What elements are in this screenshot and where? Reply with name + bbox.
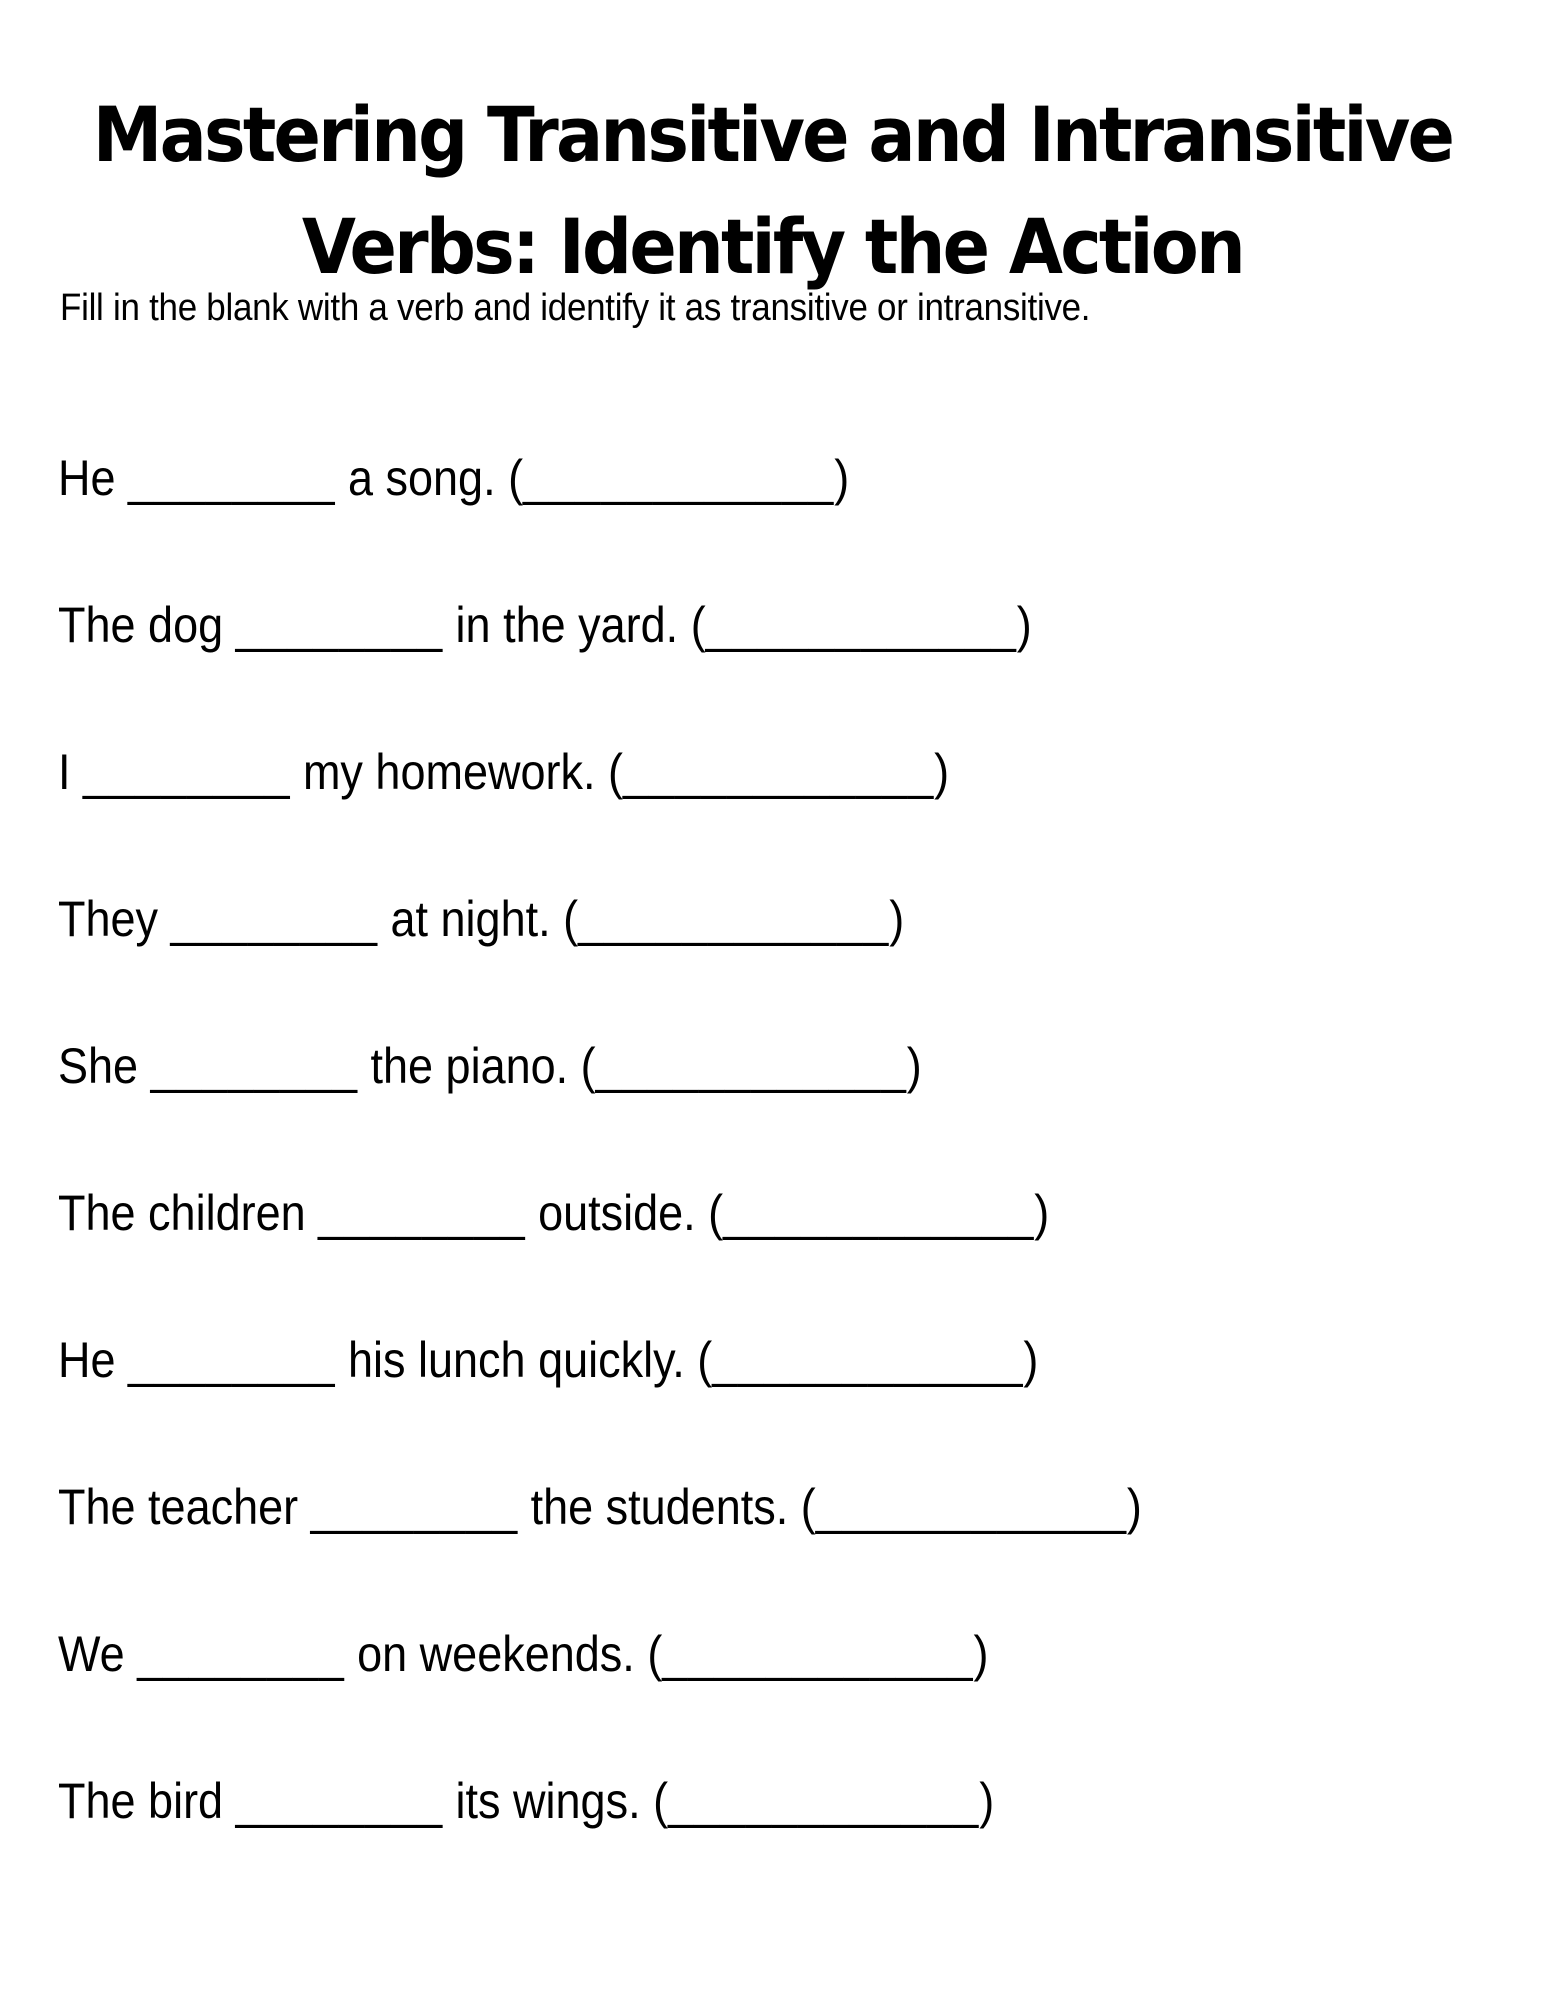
sentence-start: The teacher — [58, 1479, 311, 1535]
close-paren: ) — [973, 1626, 989, 1682]
close-paren: ) — [906, 1038, 922, 1094]
question-list — [58, 448, 1262, 1918]
verb-blank[interactable]: ________ — [150, 1038, 358, 1094]
verb-blank[interactable]: ________ — [137, 1626, 345, 1682]
verb-type-blank[interactable]: ____________ — [712, 1332, 1024, 1388]
question-4 — [58, 889, 1142, 1036]
verb-type-blank[interactable]: ____________ — [723, 1185, 1035, 1241]
question-3 — [58, 742, 1142, 889]
verb-type-blank[interactable]: ____________ — [662, 1626, 974, 1682]
question-8 — [58, 1477, 1142, 1624]
sentence-end: a song. ( — [335, 450, 524, 506]
sentence-end: its wings. ( — [443, 1773, 669, 1829]
sentence-start: We — [58, 1626, 138, 1682]
close-paren: ) — [1023, 1332, 1039, 1388]
verb-blank[interactable]: ________ — [235, 597, 444, 653]
title-line-2: Verbs: Identify the Action — [301, 201, 1244, 291]
verb-type-blank[interactable]: ____________ — [523, 450, 835, 506]
question-7 — [58, 1330, 1142, 1477]
sentence-end: the students. ( — [518, 1479, 816, 1535]
verb-blank[interactable]: ________ — [83, 744, 291, 800]
question-5 — [58, 1036, 1142, 1183]
close-paren: ) — [934, 744, 950, 800]
title-line-1: Mastering Transitive and Intransitive — [92, 89, 1453, 179]
sentence-end: the piano. ( — [357, 1038, 596, 1094]
instructions-text: Fill in the blank with a verb and identify it as transitive or intransitive. — [60, 287, 1091, 329]
close-paren: ) — [889, 891, 905, 947]
verb-blank[interactable]: ________ — [128, 450, 336, 506]
sentence-start: They — [58, 891, 171, 947]
sentence-start: The dog — [58, 597, 236, 653]
sentence-end: at night. ( — [377, 891, 579, 947]
sentence-end: in the yard. ( — [443, 597, 706, 653]
verb-type-blank[interactable]: ____________ — [815, 1479, 1127, 1535]
verb-blank[interactable]: ________ — [170, 891, 378, 947]
close-paren: ) — [1126, 1479, 1142, 1535]
sentence-end: on weekends. ( — [344, 1626, 663, 1682]
sentence-start: The children — [58, 1185, 319, 1241]
question-6 — [58, 1183, 1142, 1330]
verb-type-blank[interactable]: ____________ — [578, 891, 890, 947]
question-10 — [58, 1771, 1142, 1918]
sentence-end: outside. ( — [525, 1185, 724, 1241]
sentence-start: The bird — [58, 1773, 236, 1829]
verb-blank[interactable]: ________ — [128, 1332, 336, 1388]
verb-type-blank[interactable]: ____________ — [705, 597, 1017, 653]
verb-type-blank[interactable]: ____________ — [595, 1038, 907, 1094]
close-paren: ) — [1034, 1185, 1050, 1241]
sentence-start: I — [58, 744, 84, 800]
worksheet-title — [62, 79, 1483, 303]
sentence-end: my homework. ( — [290, 744, 624, 800]
verb-blank[interactable]: ________ — [318, 1185, 526, 1241]
sentence-start: She — [58, 1038, 151, 1094]
close-paren: ) — [834, 450, 850, 506]
question-9 — [58, 1624, 1142, 1771]
verb-blank[interactable]: ________ — [235, 1773, 444, 1829]
question-1 — [58, 448, 1142, 595]
sentence-end: his lunch quickly. ( — [335, 1332, 713, 1388]
verb-blank[interactable]: ________ — [310, 1479, 519, 1535]
question-2 — [58, 595, 1142, 742]
verb-type-blank[interactable]: ____________ — [668, 1773, 980, 1829]
verb-type-blank[interactable]: ____________ — [623, 744, 935, 800]
close-paren: ) — [979, 1773, 995, 1829]
sentence-start: He — [58, 450, 129, 506]
close-paren: ) — [1016, 597, 1032, 653]
sentence-start: He — [58, 1332, 129, 1388]
